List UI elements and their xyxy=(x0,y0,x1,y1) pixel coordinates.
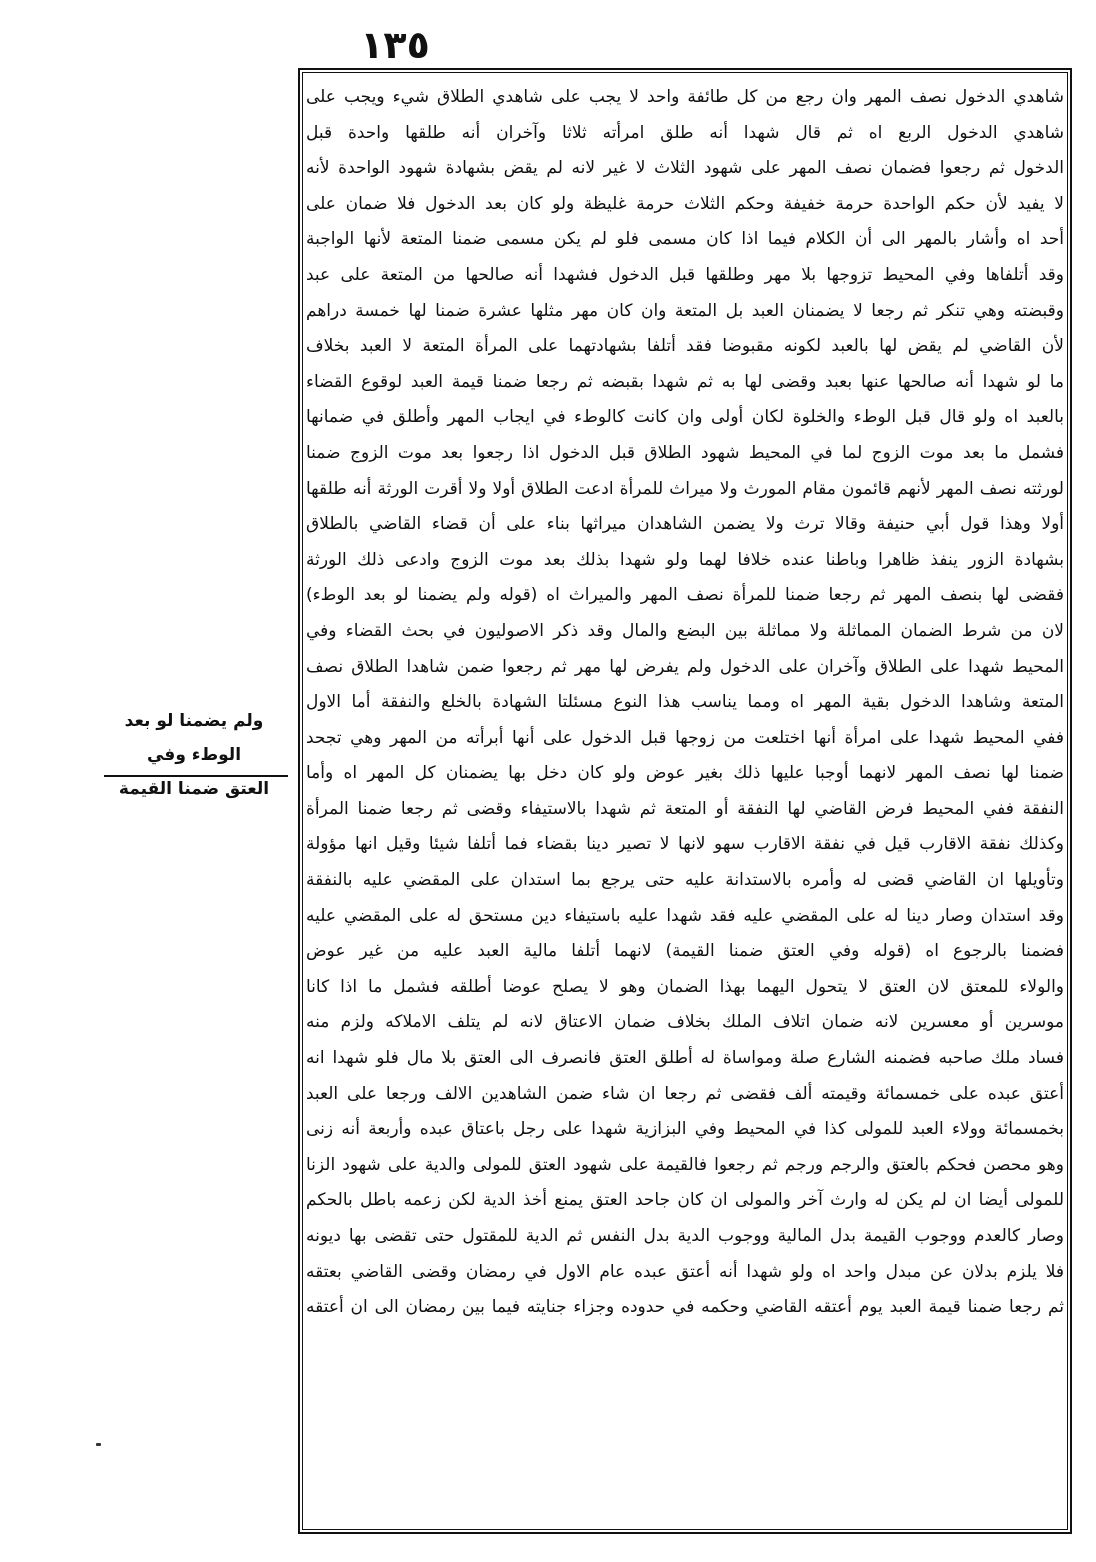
page-number: ١٣٥ xyxy=(360,23,430,67)
scan-speck xyxy=(96,1443,101,1446)
margin-note-line: العتق ضمنا القيمة xyxy=(118,779,270,799)
text-line: بخمسمائة وولاء العبد للمولى كذا في المحيط وفي البزازية شهدا على رجل باعتاق عبده وأربعة أنه زنى xyxy=(306,1119,1064,1140)
text-line: ثم رجعا ضمنا قيمة العبد يوم أعتقه القاضي وحكمه في حدوده وجزاء جنايته فيما بين رمضان الى ان أعتقه xyxy=(306,1297,1064,1318)
text-line: شاهدي الدخول الربع اه ثم قال شهدا أنه طلق امرأته ثلاثا وآخران أنه طلقها واحدة قبل xyxy=(306,122,1064,143)
text-line: وقبضته وهي تنكر ثم رجعا لا يضمنان العبد بل المتعة وان كان مهر مثلها عشرة ضمنا لها خمسة دراهم xyxy=(306,300,1064,321)
text-line: لأن القاضي لم يقض لها بالعبد لكونه مقبوضا فقد أتلفا بشهادتهما على المرأة المتعة لا العبد بخلاف xyxy=(306,336,1064,357)
text-line: ما لو شهدا أنه صالحها عنها بعبد وقضى لها به ثم شهدا بقبضه ثم رجعا ضمنا قيمة العبد لوقوع القضاء xyxy=(306,371,1064,392)
text-line xyxy=(306,1504,1064,1540)
text-line xyxy=(306,1397,1064,1433)
text-line: وقد استدان وصار دينا له على المقضي عليه فقد شهدا عليه باستيفاء دين مستحق له على المقضي عليه xyxy=(306,905,1064,926)
text-line xyxy=(306,1361,1064,1397)
margin-note-line: ولم يضمنا لو بعد الوطء وفي xyxy=(124,711,264,765)
text-line: وكذلك نفقة الاقارب قيل في نفقة الاقارب سهو لانها لا تصير دينا بقضاء فما أتلفا شيئا وقيل انها مؤولة xyxy=(306,834,1064,855)
text-line: وهو محصن فحكم بالعتق والرجم ورجم ثم رجعوا فالقيمة على شهود العتق للمولى والدية على شهود الزنا xyxy=(306,1154,1064,1175)
text-line: والولاء للمعتق لان العتق لا يتحول اليهما بهذا الضمان وهو لا يصلح عوضا أطلقه فشمل ما اذا كانا xyxy=(306,976,1064,997)
text-line: أحد اه وأشار بالمهر الى أن الكلام فيما اذا كان مسمى فلو لم يكن مسمى ضمنا المتعة لأنها الواجبة xyxy=(306,229,1064,250)
text-line: النفقة ففي المحيط فرض القاضي لها النفقة أو المتعة ثم شهدا بالاستيفاء وقضى ثم رجعا ضمنا المرأة xyxy=(306,798,1064,819)
text-line: فلا يلزم بدلان عن مبدل واحد اه ولو شهدا أنه أعتق عبده عام الاول في رمضان وقضى القاضي بعتقه xyxy=(306,1261,1064,1282)
text-line: ففي المحيط شهدا على امرأة أنها اختلعت من زوجها قبل الدخول على أنها أبرأته من المهر وهي تجحد xyxy=(306,727,1064,748)
text-line: وقد أتلفاها وفي المحيط تزوجها بلا مهر وطلقها قبل الدخول فشهدا أنه صالحها من المتعة على عبد xyxy=(306,264,1064,285)
text-line: شاهدي الدخول نصف المهر وان رجع من كل طائفة واحد لا يجب على شاهدي الطلاق شيء ويجب على xyxy=(306,87,1064,107)
text-line: فشمل ما بعد موت الزوج لما في المحيط شهود الطلاق قبل الدخول اذا رجعوا بعد موت الزوج ضمنا xyxy=(306,442,1064,463)
text-line: بالعبد اه ولو قال قبل الوطء والخلوة لكان أولى وان كانت كالوطء في ايجاب المهر وأطلق في ضمانها xyxy=(306,407,1064,428)
text-line: فساد ملك صاحبه فضمنه الشارع صلة ومواساة له أطلق العتق فانصرف الى العتق بلا مال فلو شهدا انه xyxy=(306,1048,1064,1069)
text-line: أعتق عبده على خمسمائة وقيمته ألف فقضى ثم رجعا ان شاء ضمن الشاهدين الالف ورجعا على العبد xyxy=(306,1083,1064,1104)
text-line: موسرين أو معسرين لانه ضمان اتلاف الملك بخلاف ضمان الاعتاق لانه لم يتلف الاملاكه ولزم منه xyxy=(306,1012,1064,1033)
text-line: فقضى لها بنصف المهر ثم رجعا ضمنا للمرأة نصف المهر والميراث اه (قوله ولم يضمنا لو بعد الوطء) xyxy=(306,585,1064,606)
text-line: لورثته نصف المهر لأنهم قائمون مقام المورث ولا ميراث للمرأة ادعت الطلاق أولا ولا أقرت الورثة أنه طلقها xyxy=(306,478,1064,499)
text-line: وتأويلها ان القاضي قضى له وأمره بالاستدانة عليه حتى يرجع بما استدان على المقضي عليه بالنفقة xyxy=(306,870,1064,891)
text-line: بشهادة الزور ينفذ ظاهرا وباطنا عنده خلافا لهما ولو شهدا بذلك بعد موت الزوج وادعى ذلك الورثة xyxy=(306,549,1064,570)
text-line: فضمنا بالرجوع اه (قوله وفي العتق ضمنا القيمة) لانهما أتلفا مالية العبد عليه من غير عوض xyxy=(306,941,1064,962)
text-line xyxy=(306,1433,1064,1469)
text-line: الدخول ثم رجعوا فضمان نصف المهر على شهود الثلاث لا غير لانه لم يقض بشهادة شهود الواحدة لأنه xyxy=(306,158,1064,179)
text-line: للمولى أيضا ان لم يكن له وارث آخر والمولى ان كان جاحد العتق يمنع أخذ الدية لكن زعمه باطل بالحكم xyxy=(306,1190,1064,1211)
text-line: المحيط شهدا على الطلاق وآخران على الدخول ولم يفرض لها مهر ثم رجعوا ضمن شاهدا الطلاق نصف xyxy=(306,656,1064,677)
main-text-body xyxy=(306,80,1064,1539)
text-line: وصار كالعدم ووجوب القيمة بدل المالية ووجوب الدية بدل النفس ثم الدية للمقتول حتى تقضى بها ديونه xyxy=(306,1226,1064,1246)
text-line: لا يفيد لأن حكم الواحدة حرمة خفيفة وحكم الثلاث حرمة غليظة ولو كان بعد الدخول فلا ضمان على xyxy=(306,193,1064,214)
text-line: ضمنا لها نصف المهر لانهما أوجبا عليها ذلك بغير عوض ولو كان دخل بها يضمنان كل المهر اه وأما xyxy=(306,763,1064,784)
margin-note-divider xyxy=(104,775,288,777)
text-line: لان من شرط الضمان المماثلة ولا مماثلة بين البضع والمال وقد ذكر الاصوليون في بحث القضاء وفي xyxy=(306,620,1064,641)
text-line: المتعة وشاهدا الدخول بقية المهر اه ومما يناسب هذا النوع مسئلتا الشهادة بالخلع والنفقة أما الاول xyxy=(306,692,1064,713)
text-line: أولا وهذا قول أبي حنيفة وقالا ترث ولا يضمن الشاهدان ميراثها بناء على أن قضاء القاضي بالطلاق xyxy=(306,514,1064,535)
text-line xyxy=(306,1326,1064,1362)
margin-note xyxy=(100,704,288,806)
text-line xyxy=(306,1468,1064,1504)
